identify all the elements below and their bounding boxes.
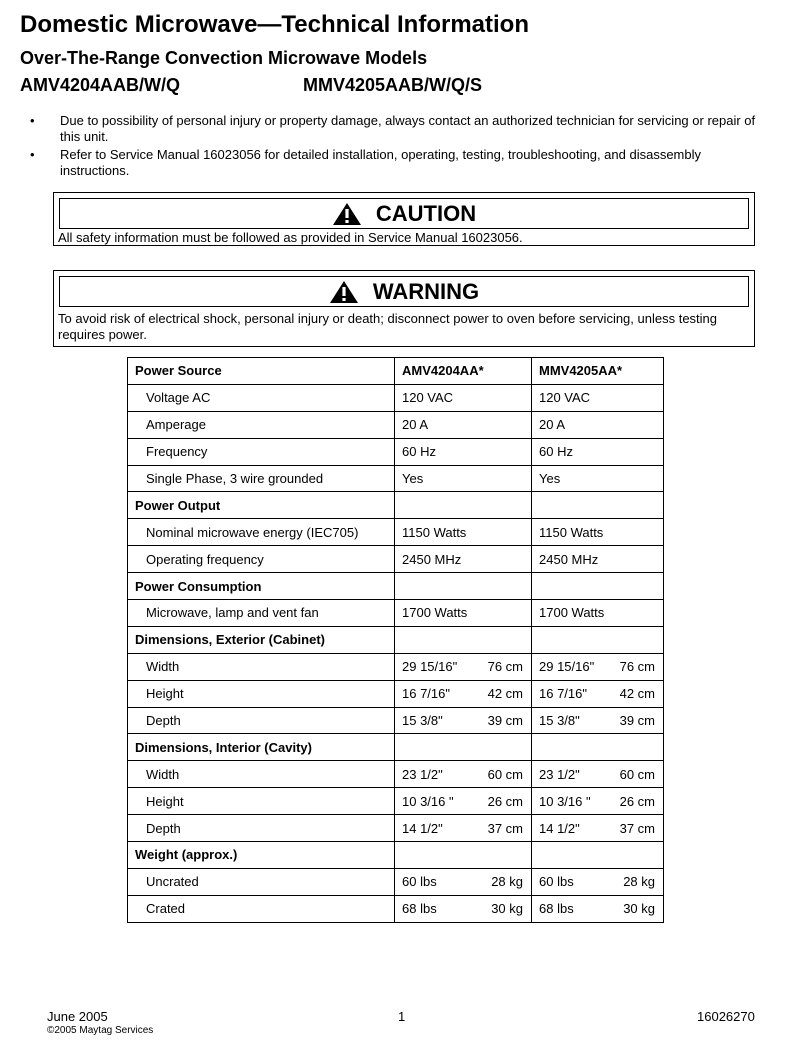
value-metric: 28 kg — [623, 874, 655, 890]
spec-value — [532, 815, 664, 842]
value-imperial: 68 lbs — [402, 901, 437, 917]
spec-value — [532, 680, 664, 707]
value-imperial: 14 1/2" — [539, 820, 580, 836]
spec-label: Frequency — [128, 438, 395, 465]
spec-label: Amperage — [128, 411, 395, 438]
bullet-icon: • — [30, 113, 35, 128]
value-imperial: 15 3/8" — [402, 713, 443, 729]
table-row — [128, 707, 664, 734]
caution-box — [53, 192, 755, 246]
table-row — [128, 842, 664, 869]
section-heading: Power Output — [128, 492, 395, 519]
value-metric: 28 kg — [491, 874, 523, 890]
spec-value — [532, 868, 664, 895]
value-imperial: 14 1/2" — [402, 820, 443, 836]
value-imperial: 16 7/16" — [402, 686, 450, 702]
warning-text: To avoid risk of electrical shock, personal injury or death; disconnect power to oven before servicing, unless testing requires power. — [58, 311, 718, 342]
spec-value: Yes — [395, 465, 532, 492]
table-row — [128, 895, 664, 922]
warning-banner — [59, 276, 749, 307]
value-imperial: 60 lbs — [539, 874, 574, 890]
spec-value: 1700 Watts — [395, 600, 532, 627]
table-row — [128, 411, 664, 438]
spec-label: Depth — [128, 815, 395, 842]
value-metric: 42 cm — [487, 686, 523, 702]
spec-value — [532, 895, 664, 922]
value-metric: 26 cm — [487, 793, 523, 809]
spec-value — [395, 680, 532, 707]
value-metric: 30 kg — [491, 901, 523, 917]
model-column-header: AMV4204AA* — [395, 358, 532, 385]
spec-value — [532, 653, 664, 680]
table-row — [128, 384, 664, 411]
spec-value — [532, 626, 664, 653]
page-title: Domestic Microwave—Technical Information — [20, 11, 530, 38]
value-imperial: 29 15/16" — [402, 659, 458, 675]
spec-value — [395, 842, 532, 869]
table-row — [128, 788, 664, 815]
spec-value — [395, 626, 532, 653]
spec-label: Width — [128, 761, 395, 788]
spec-value — [395, 815, 532, 842]
model-number-b: MMV4205AAB/W/Q/S — [303, 75, 483, 95]
spec-value: 60 Hz — [395, 438, 532, 465]
spec-label: Microwave, lamp and vent fan — [128, 600, 395, 627]
spec-value: 20 A — [395, 411, 532, 438]
value-metric: 76 cm — [487, 659, 523, 675]
value-metric: 76 cm — [619, 659, 655, 675]
value-imperial: 10 3/16 " — [539, 793, 591, 809]
spec-label: Voltage AC — [128, 384, 395, 411]
spec-value: 2450 MHz — [395, 546, 532, 573]
spec-value: 60 Hz — [532, 438, 664, 465]
spec-value: 1150 Watts — [532, 519, 664, 546]
table-row — [128, 465, 664, 492]
spec-label: Uncrated — [128, 868, 395, 895]
table-row — [128, 626, 664, 653]
section-heading: Dimensions, Interior (Cavity) — [128, 734, 395, 761]
table-row — [128, 519, 664, 546]
table-row — [128, 492, 664, 519]
value-imperial: 16 7/16" — [539, 686, 587, 702]
table-row — [128, 653, 664, 680]
spec-value — [395, 734, 532, 761]
spec-value — [532, 788, 664, 815]
warning-label: WARNING — [372, 278, 480, 304]
value-metric: 42 cm — [619, 686, 655, 702]
spec-label: Single Phase, 3 wire grounded — [128, 465, 395, 492]
warning-triangle-icon — [332, 202, 362, 226]
spec-value — [532, 573, 664, 600]
table-row — [128, 573, 664, 600]
value-imperial: 23 1/2" — [402, 766, 443, 782]
document-number: 16026270 — [697, 1009, 755, 1024]
spec-value — [532, 707, 664, 734]
spec-value: 120 VAC — [532, 384, 664, 411]
value-imperial: 23 1/2" — [539, 766, 580, 782]
spec-value — [395, 868, 532, 895]
table-row — [128, 734, 664, 761]
spec-value — [532, 734, 664, 761]
caution-label: CAUTION — [375, 200, 477, 226]
notice-list — [30, 113, 760, 181]
value-metric: 60 cm — [487, 766, 523, 782]
table-row — [128, 815, 664, 842]
spec-value: 20 A — [532, 411, 664, 438]
bullet-icon: • — [30, 147, 35, 162]
spec-value: 1150 Watts — [395, 519, 532, 546]
spec-value — [395, 573, 532, 600]
caution-text: All safety information must be followed as provided in Service Manual 16023056. — [58, 230, 523, 245]
section-heading: Weight (approx.) — [128, 842, 395, 869]
table-row — [128, 438, 664, 465]
notice-item — [30, 113, 760, 145]
model-number-a: AMV4204AAB/W/Q — [20, 75, 181, 95]
section-heading: Power Source — [128, 358, 395, 385]
footer-date: June 2005 — [47, 1009, 108, 1024]
table-row — [128, 680, 664, 707]
table-row — [128, 868, 664, 895]
model-column-header: MMV4205AA* — [532, 358, 664, 385]
caution-banner — [59, 198, 749, 229]
spec-label: Nominal microwave energy (IEC705) — [128, 519, 395, 546]
spec-value: 2450 MHz — [532, 546, 664, 573]
spec-label: Width — [128, 653, 395, 680]
table-row — [128, 600, 664, 627]
value-imperial: 15 3/8" — [539, 713, 580, 729]
section-heading: Dimensions, Exterior (Cabinet) — [128, 626, 395, 653]
value-metric: 37 cm — [619, 820, 655, 836]
value-metric: 30 kg — [623, 901, 655, 917]
spec-value — [532, 761, 664, 788]
spec-value — [395, 895, 532, 922]
section-heading: Power Consumption — [128, 573, 395, 600]
spec-value: 120 VAC — [395, 384, 532, 411]
spec-value — [395, 653, 532, 680]
value-imperial: 10 3/16 " — [402, 793, 454, 809]
spec-value: 1700 Watts — [532, 600, 664, 627]
table-row — [128, 358, 664, 385]
spec-label: Depth — [128, 707, 395, 734]
spec-label: Operating frequency — [128, 546, 395, 573]
value-metric: 37 cm — [487, 820, 523, 836]
warning-box — [53, 270, 755, 347]
notice-text: Refer to Service Manual 16023056 for detailed installation, operating, testing, troubleshooting, and disassembly instructions. — [60, 147, 702, 178]
value-metric: 26 cm — [619, 793, 655, 809]
spec-value — [395, 761, 532, 788]
value-metric: 39 cm — [619, 713, 655, 729]
footer-copyright: ©2005 Maytag Services — [47, 1025, 154, 1036]
spec-value — [532, 842, 664, 869]
specification-table — [127, 357, 664, 923]
spec-value: Yes — [532, 465, 664, 492]
value-imperial: 68 lbs — [539, 901, 574, 917]
table-row — [128, 761, 664, 788]
spec-label: Height — [128, 788, 395, 815]
spec-label: Crated — [128, 895, 395, 922]
value-metric: 60 cm — [619, 766, 655, 782]
spec-value — [532, 492, 664, 519]
table-row — [128, 546, 664, 573]
notice-item — [30, 147, 760, 179]
value-imperial: 29 15/16" — [539, 659, 595, 675]
spec-label: Height — [128, 680, 395, 707]
page-subtitle: Over-The-Range Convection Microwave Models — [20, 48, 428, 68]
warning-triangle-icon — [329, 280, 359, 304]
notice-text: Due to possibility of personal injury or property damage, always contact an authorized technician for servicing or repair of this unit. — [60, 113, 756, 144]
spec-value — [395, 492, 532, 519]
spec-value — [395, 788, 532, 815]
page-number: 1 — [398, 1009, 406, 1024]
value-metric: 39 cm — [487, 713, 523, 729]
spec-value — [395, 707, 532, 734]
value-imperial: 60 lbs — [402, 874, 437, 890]
